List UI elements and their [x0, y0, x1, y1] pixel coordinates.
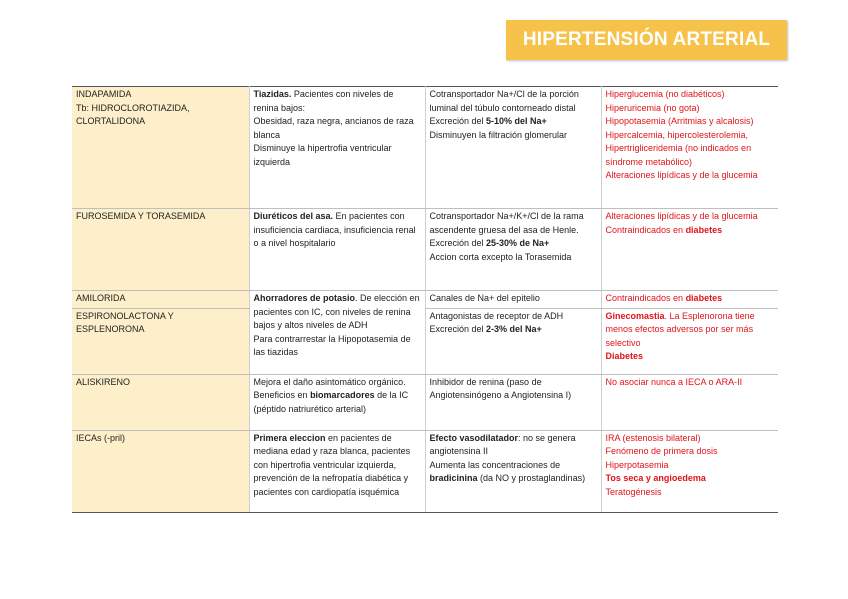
mechanism-cell: Efecto vasodilatador: no se genera angiotensina II Aumenta las concentraciones de bradicinina (da NO y prostaglandinas): [425, 430, 601, 512]
mechanism-cell: Cotransportador Na+/Cl de la porción luminal del túbulo contorneado distal Excreción del 5-10% del Na+ Disminuyen la filtración glomerular: [425, 87, 601, 209]
adverse-effects-cell: No asociar nunca a IECA o ARA-II: [601, 374, 778, 430]
drug-cell: INDAPAMIDA Tb: HIDROCLOROTIAZIDA, CLORTALIDONA: [72, 87, 249, 209]
mechanism-cell: Inhibidor de renina (paso de Angiotensinógeno a Angiotensina I): [425, 374, 601, 430]
drug-cell: IECAs (-pril): [72, 430, 249, 512]
mechanism-cell: Cotransportador Na+/K+/Cl de la rama ascendente gruesa del asa de Henle. Excreción del 25-30% de Na+ Accion corta excepto la Torasemida: [425, 209, 601, 291]
table-row: [72, 87, 778, 209]
indication-cell: Ahorradores de potasio. De elección en pacientes con IC, con niveles de renina bajos y altos niveles de ADH Para contrarrestar la Hipopotasemia de las tiazidas: [249, 291, 425, 375]
adverse-effects-cell: Ginecomastia. La Esplenorona tiene menos efectos adversos por ser más selectivo Diabetes: [601, 308, 778, 374]
page-title: HIPERTENSIÓN ARTERIAL: [522, 29, 771, 50]
indication-cell: Primera eleccion en pacientes de mediana edad y raza blanca, pacientes con hipertrofia ventricular izquierda, prevención de la nefropatía diabética y pacientes con cardiopatía isquémica: [249, 430, 425, 512]
title-banner: [506, 20, 787, 60]
adverse-effects-cell: IRA (estenosis bilateral) Fenómeno de primera dosis Hiperpotasemia Tos seca y angioedema Teratogénesis: [601, 430, 778, 512]
mechanism-cell: Canales de Na+ del epitelio: [425, 291, 601, 309]
drug-cell: ESPIRONOLACTONA Y ESPLENORONA: [72, 308, 249, 374]
adverse-effects-cell: Contraindicados en diabetes: [601, 291, 778, 309]
indication-cell: Mejora el daño asintomático orgánico. Beneficios en biomarcadores de la IC (péptido natriurético arterial): [249, 374, 425, 430]
indication-cell: Tiazidas. Pacientes con niveles de renina bajos: Obesidad, raza negra, ancianos de raza blanca Disminuye la hipertrofia ventricular izquierda: [249, 87, 425, 209]
adverse-effects-cell: Hiperglucemia (no diabéticos) Hiperuricemia (no gota) Hipopotasemia (Arritmias y alcalosis) Hipercalcemia, hipercolesterolemia, Hipertrigliceridemia (no indicados en síndrome metabólico) Alteraciones lipídicas y de la glucemia: [601, 87, 778, 209]
table-row: [72, 374, 778, 430]
table-row: [72, 308, 778, 374]
indication-cell: Diuréticos del asa. En pacientes con insuficiencia cardiaca, insuficiencia renal o a nivel hospitalario: [249, 209, 425, 291]
drug-cell: AMILORIDA: [72, 291, 249, 309]
table-row: [72, 209, 778, 291]
table-row: [72, 430, 778, 512]
drug-cell: FUROSEMIDA Y TORASEMIDA: [72, 209, 249, 291]
drug-cell: ALISKIRENO: [72, 374, 249, 430]
mechanism-cell: Antagonistas de receptor de ADH Excreción del 2-3% del Na+: [425, 308, 601, 374]
adverse-effects-cell: Alteraciones lipídicas y de la glucemia Contraindicados en diabetes: [601, 209, 778, 291]
table-row: [72, 291, 778, 309]
hypertension-table: [72, 86, 778, 513]
